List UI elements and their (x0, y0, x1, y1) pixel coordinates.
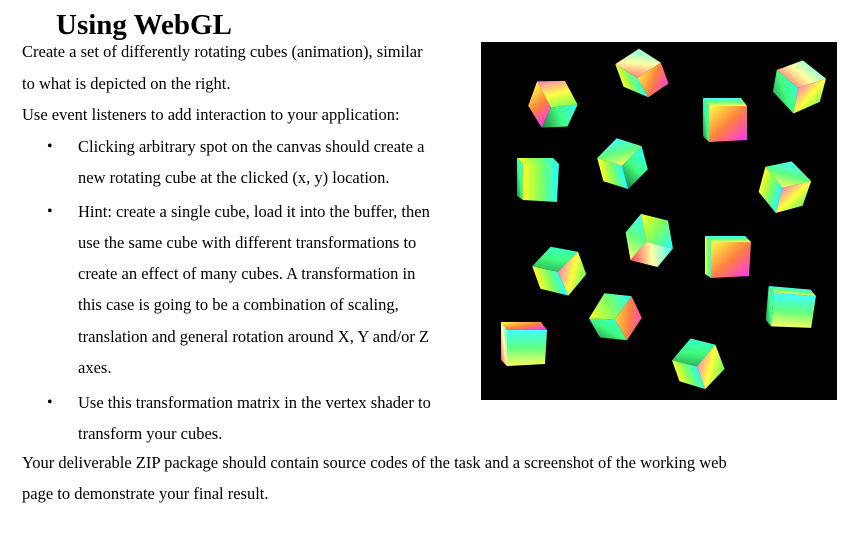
cube-shape (614, 205, 684, 277)
bullet-line: transform your cubes. (78, 424, 223, 443)
cube-shape (703, 98, 747, 142)
cube-shape (528, 239, 591, 304)
bullet-marker: • (47, 138, 53, 155)
cube-shape (523, 72, 584, 137)
intro-line: Use event listeners to add interaction to your application: (22, 105, 400, 124)
outro-line: page to demonstrate your final result. (22, 484, 269, 503)
webgl-canvas-image (481, 42, 837, 400)
page-title: Using WebGL (56, 9, 232, 41)
cube-shape (501, 322, 547, 366)
cube-shape (612, 43, 672, 105)
bullet-line: Hint: create a single cube, load it into the buffer, then (78, 202, 430, 221)
cube-shape (770, 56, 829, 118)
cube-shape (582, 282, 650, 351)
cube-shape (665, 330, 730, 397)
intro-line: Create a set of differently rotating cubes (animation), similar (22, 42, 423, 61)
bullet-line: axes. (78, 358, 112, 377)
rotating-cubes-illustration (481, 42, 837, 400)
outro-line: Your deliverable ZIP package should contain source codes of the task and a screenshot of the working web (22, 453, 727, 472)
cube-shape (755, 155, 815, 220)
bullet-line: this case is going to be a combination of scaling, (78, 295, 399, 314)
cube-shape (517, 158, 559, 202)
bullet-marker: • (47, 203, 53, 220)
bullet-line: translation and general rotation around X, Y and/or Z (78, 327, 430, 346)
cube-shape (765, 286, 816, 330)
cube-shape (594, 133, 652, 195)
bullet-line: create an effect of many cubes. A transformation in (78, 264, 416, 283)
bullet-marker: • (47, 394, 53, 411)
bullet-line: use the same cube with different transformations to (78, 233, 417, 252)
cube-shape (705, 236, 751, 278)
intro-line: to what is depicted on the right. (22, 74, 231, 93)
bullet-line: Use this transformation matrix in the vertex shader to (78, 393, 431, 412)
bullet-line: new rotating cube at the clicked (x, y) location. (78, 168, 390, 187)
bullet-line: Clicking arbitrary spot on the canvas should create a (78, 137, 425, 156)
